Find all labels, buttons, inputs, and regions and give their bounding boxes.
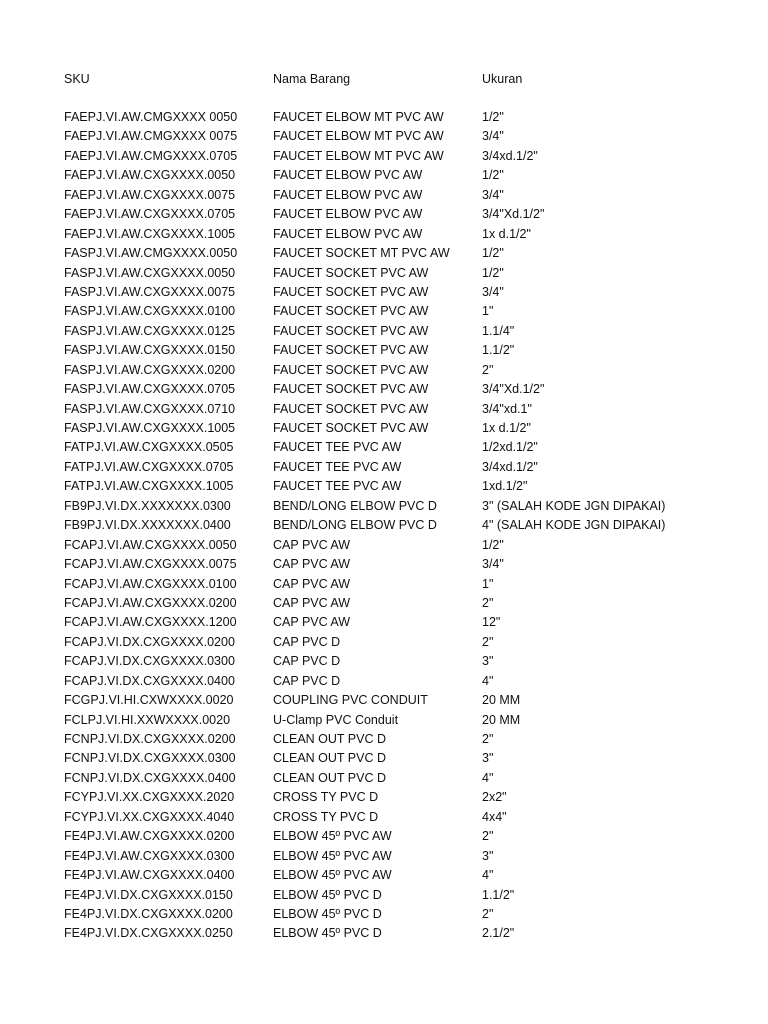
name-cell: FAUCET SOCKET PVC AW [273,421,429,435]
table-row [64,633,754,652]
table-row [64,672,754,691]
sku-cell: FCAPJ.VI.DX.CXGXXXX.0200 [64,634,235,649]
name-cell: CAP PVC AW [273,595,351,610]
table-row [64,788,754,807]
table-row [64,711,754,730]
name-cell: FAUCET SOCKET PVC AW [273,343,429,358]
size-cell: 4" [482,770,494,785]
header-size: Ukuran [482,72,523,86]
size-cell: 2x2" [482,790,507,805]
table-row [64,847,754,866]
size-cell: 2" [482,634,494,649]
name-cell: CAP PVC D [273,634,341,649]
size-cell: 2" [482,829,494,844]
name-cell: ELBOW 45º PVC D [273,906,382,921]
size-cell: 1/2xd.1/2" [482,440,538,455]
name-cell: ELBOW 45º PVC AW [273,868,392,883]
size-cell: 3/4xd.1/2" [482,459,538,474]
table-row [64,186,754,205]
size-cell: 3" [482,654,494,669]
sku-cell: FAEPJ.VI.AW.CXGXXXX.0075 [64,187,236,202]
sku-cell: FASPJ.VI.AW.CXGXXXX.0150 [64,343,236,358]
name-cell: FAUCET SOCKET PVC AW [273,323,429,338]
table-row [64,205,754,224]
sku-cell: FAEPJ.VI.AW.CXGXXXX.0705 [64,207,236,222]
sku-cell: FCAPJ.VI.AW.CXGXXXX.0100 [64,576,237,591]
name-cell: FAUCET SOCKET MT PVC AW [273,246,450,261]
table-row [64,244,754,263]
name-cell: FAUCET TEE PVC AW [273,440,402,455]
size-cell: 1/2" [482,168,504,183]
table-row [64,400,754,419]
name-cell: FAUCET SOCKET PVC AW [273,401,429,416]
name-cell: FAUCET ELBOW MT PVC AW [273,148,444,163]
size-cell: 12" [482,615,501,630]
sku-cell: FATPJ.VI.AW.CXGXXXX.0705 [64,459,234,474]
sku-cell: FE4PJ.VI.AW.CXGXXXX.0200 [64,829,235,844]
name-cell: FAUCET ELBOW PVC AW [273,187,423,202]
table-row [64,302,754,321]
sku-cell: FATPJ.VI.AW.CXGXXXX.0505 [64,440,234,455]
size-cell: 3/4" [482,557,504,572]
size-cell: 1/2" [482,110,504,124]
size-cell: 3" (SALAH KODE JGN DIPAKAI) [482,498,666,513]
sku-cell: FCAPJ.VI.AW.CXGXXXX.0075 [64,557,237,572]
table-row [64,924,754,943]
size-cell: 1x d.1/2" [482,421,531,435]
name-cell: CROSS TY PVC D [273,809,379,824]
sku-cell: FCAPJ.VI.AW.CXGXXXX.1200 [64,615,237,630]
size-cell: 2" [482,906,494,921]
table-body [64,108,754,944]
name-cell: CLEAN OUT PVC D [273,770,386,785]
table-row [64,827,754,846]
size-cell: 1.1/2" [482,343,515,358]
table-row [64,691,754,710]
name-cell: CAP PVC AW [273,557,351,572]
name-cell: CAP PVC AW [273,615,351,630]
table-row [64,341,754,360]
sku-cell: FAEPJ.VI.AW.CMGXXXX 0050 [64,110,238,124]
table-row [64,613,754,632]
size-cell: 1/2" [482,537,504,552]
table-row [64,458,754,477]
name-cell: BEND/LONG ELBOW PVC D [273,518,437,533]
sku-cell: FCNPJ.VI.DX.CXGXXXX.0400 [64,770,236,785]
name-cell: CAP PVC D [273,673,341,688]
sku-cell: FCNPJ.VI.DX.CXGXXXX.0300 [64,751,236,766]
sku-cell: FAEPJ.VI.AW.CXGXXXX.0050 [64,168,236,183]
size-cell: 2" [482,362,494,377]
size-cell: 1.1/4" [482,323,515,338]
table-row [64,322,754,341]
name-cell: FAUCET ELBOW PVC AW [273,207,423,222]
header-sku: SKU [64,72,90,86]
table-row [64,730,754,749]
table-row [64,497,754,516]
table-row [64,808,754,827]
sku-cell: FCYPJ.VI.XX.CXGXXXX.2020 [64,790,235,805]
table-row [64,516,754,535]
size-cell: 1.1/2" [482,887,515,902]
size-cell: 2" [482,595,494,610]
name-cell: FAUCET ELBOW PVC AW [273,226,423,241]
name-cell: BEND/LONG ELBOW PVC D [273,498,437,513]
table-row [64,905,754,924]
table-header [64,70,754,88]
size-cell: 3" [482,751,494,766]
sku-cell: FE4PJ.VI.DX.CXGXXXX.0150 [64,887,233,902]
size-cell: 3/4" [482,284,504,299]
name-cell: ELBOW 45º PVC AW [273,848,392,863]
name-cell: FAUCET SOCKET PVC AW [273,265,429,280]
size-cell: 20 MM [482,712,521,727]
sku-cell: FCAPJ.VI.DX.CXGXXXX.0400 [64,673,235,688]
table-row [64,652,754,671]
sku-cell: FE4PJ.VI.AW.CXGXXXX.0400 [64,868,235,883]
header-name: Nama Barang [273,72,351,86]
sku-cell: FASPJ.VI.AW.CXGXXXX.0705 [64,382,236,397]
table-row [64,380,754,399]
size-cell: 3/4"Xd.1/2" [482,382,545,397]
name-cell: FAUCET SOCKET PVC AW [273,382,429,397]
table-row [64,419,754,438]
sku-cell: FCNPJ.VI.DX.CXGXXXX.0200 [64,732,236,746]
table-row [64,438,754,457]
sku-cell: FCAPJ.VI.AW.CXGXXXX.0200 [64,595,237,610]
size-cell: 4" [482,673,494,688]
name-cell: FAUCET SOCKET PVC AW [273,304,429,319]
sku-cell: FASPJ.VI.AW.CXGXXXX.0050 [64,265,236,280]
sku-cell: FATPJ.VI.AW.CXGXXXX.1005 [64,479,234,494]
sku-cell: FASPJ.VI.AW.CXGXXXX.0710 [64,401,236,416]
sku-cell: FCGPJ.VI.HI.CXWXXXX.0020 [64,693,234,708]
sku-cell: FB9PJ.VI.DX.XXXXXXX.0400 [64,518,231,533]
sku-cell: FASPJ.VI.AW.CXGXXXX.0125 [64,323,236,338]
size-cell: 20 MM [482,693,521,708]
sku-cell: FCLPJ.VI.HI.XXWXXXX.0020 [64,712,231,727]
name-cell: CAP PVC D [273,654,341,669]
name-cell: COUPLING PVC CONDUIT [273,693,428,708]
name-cell: ELBOW 45º PVC AW [273,829,392,844]
size-cell: 4" (SALAH KODE JGN DIPAKAI) [482,518,666,533]
name-cell: FAUCET ELBOW PVC AW [273,168,423,183]
name-cell: CAP PVC AW [273,576,351,591]
table-row [64,225,754,244]
size-cell: 2.1/2" [482,926,515,941]
name-cell: CLEAN OUT PVC D [273,732,386,746]
name-cell: CLEAN OUT PVC D [273,751,386,766]
size-cell: 1x d.1/2" [482,226,531,241]
name-cell: CAP PVC AW [273,537,351,552]
name-cell: CROSS TY PVC D [273,790,379,805]
size-cell: 4x4" [482,809,507,824]
size-cell: 1/2" [482,265,504,280]
size-cell: 4" [482,868,494,883]
size-cell: 2" [482,732,494,746]
table-row [64,108,754,127]
table-row [64,769,754,788]
size-cell: 1/2" [482,246,504,261]
table-row [64,361,754,380]
size-cell: 3/4"Xd.1/2" [482,207,545,222]
name-cell: ELBOW 45º PVC D [273,926,382,941]
size-cell: 1xd.1/2" [482,479,528,494]
name-cell: FAUCET ELBOW MT PVC AW [273,129,444,144]
sku-cell: FASPJ.VI.AW.CXGXXXX.1005 [64,421,236,435]
table-row [64,147,754,166]
sku-cell: FB9PJ.VI.DX.XXXXXXX.0300 [64,498,231,513]
name-cell: U-Clamp PVC Conduit [273,712,399,727]
sku-cell: FASPJ.VI.AW.CMGXXXX.0050 [64,246,238,261]
sku-cell: FCYPJ.VI.XX.CXGXXXX.4040 [64,809,235,824]
sku-cell: FE4PJ.VI.DX.CXGXXXX.0250 [64,926,233,941]
name-cell: ELBOW 45º PVC D [273,887,382,902]
size-cell: 3" [482,848,494,863]
table-row [64,594,754,613]
sku-cell: FASPJ.VI.AW.CXGXXXX.0100 [64,304,236,319]
sku-cell: FASPJ.VI.AW.CXGXXXX.0075 [64,284,236,299]
name-cell: FAUCET TEE PVC AW [273,479,402,494]
table-row [64,283,754,302]
table-row [64,886,754,905]
name-cell: FAUCET SOCKET PVC AW [273,284,429,299]
size-cell: 3/4xd.1/2" [482,148,538,163]
table-row [64,866,754,885]
size-cell: 1" [482,304,494,319]
size-cell: 1" [482,576,494,591]
sku-cell: FAEPJ.VI.AW.CMGXXXX 0075 [64,129,238,144]
sku-cell: FASPJ.VI.AW.CXGXXXX.0200 [64,362,236,377]
sku-cell: FAEPJ.VI.AW.CXGXXXX.1005 [64,226,236,241]
sku-cell: FE4PJ.VI.AW.CXGXXXX.0300 [64,848,235,863]
size-cell: 3/4" [482,129,504,144]
table-row [64,477,754,496]
table-row [64,555,754,574]
table-row [64,575,754,594]
sku-cell: FCAPJ.VI.DX.CXGXXXX.0300 [64,654,235,669]
table-row [64,536,754,555]
table-row [64,264,754,283]
name-cell: FAUCET ELBOW MT PVC AW [273,110,444,124]
name-cell: FAUCET TEE PVC AW [273,459,402,474]
sku-cell: FCAPJ.VI.AW.CXGXXXX.0050 [64,537,237,552]
name-cell: FAUCET SOCKET PVC AW [273,362,429,377]
size-cell: 3/4"xd.1" [482,401,532,416]
table-row [64,127,754,146]
sku-cell: FAEPJ.VI.AW.CMGXXXX.0705 [64,148,238,163]
sku-cell: FE4PJ.VI.DX.CXGXXXX.0200 [64,906,233,921]
table-row [64,166,754,185]
table-row [64,749,754,768]
size-cell: 3/4" [482,187,504,202]
